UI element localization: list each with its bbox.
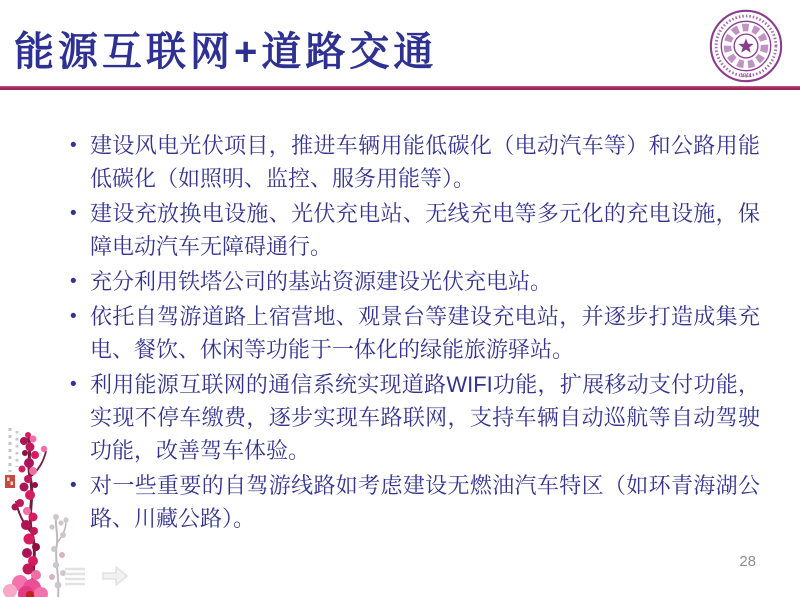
bullet-text: 建设充放换电设施、光伏充电站、无线充电等多元化的充电设施，保障电动汽车无障碍通行。 xyxy=(90,201,760,259)
page-number: 28 xyxy=(739,553,756,570)
bullet-marker: • xyxy=(70,135,77,156)
forward-arrow-icon[interactable] xyxy=(100,563,130,589)
bullet-marker: • xyxy=(70,306,77,327)
tsinghua-logo xyxy=(708,7,784,85)
title-divider xyxy=(0,86,800,90)
list-icon[interactable] xyxy=(60,564,90,588)
bullet-item xyxy=(68,368,760,467)
bullet-item xyxy=(68,197,760,263)
bullet-text: 利用能源互联网的通信系统实现道路WIFI功能，扩展移动支付功能，实现不停车缴费，逐步实现车路联网，支持车辆自动巡航等自动驾驶功能，改善驾车体验。 xyxy=(90,372,760,463)
bullet-marker: • xyxy=(70,271,77,292)
bullet-item xyxy=(68,265,760,298)
bullet-text: 对一些重要的自驾游线路如考虑建设无燃油汽车特区（如环青海湖公路、川藏公路）。 xyxy=(90,473,760,531)
star-icon xyxy=(738,38,753,52)
bullet-text: 建设风电光伏项目，推进车辆用能低碳化（电动汽车等）和公路用能低碳化（如照明、监控、服务用能等）。 xyxy=(90,133,760,191)
bullet-marker: • xyxy=(70,374,77,395)
bullet-text: 依托自驾游道路上宿营地、观景台等建设充电站，并逐步打造成集充电、餐饮、休闲等功能于一体化的绿能旅游驿站。 xyxy=(90,304,760,362)
vertical-calligraphy-text xyxy=(10,428,17,472)
bullet-item xyxy=(68,129,760,195)
bullet-item xyxy=(68,469,760,535)
page-title: 能源互联网+道路交通 xyxy=(14,30,438,74)
bullet-text: 充分利用铁塔公司的基站资源建设光伏充电站。 xyxy=(90,269,553,294)
footer-navigation xyxy=(60,563,130,589)
logo-year: 1911 xyxy=(739,72,753,79)
bullet-item xyxy=(68,300,760,366)
red-seal-stamp xyxy=(5,475,15,488)
bullet-list xyxy=(68,129,760,537)
bullet-marker: • xyxy=(70,475,77,496)
bullet-marker: • xyxy=(70,203,77,224)
